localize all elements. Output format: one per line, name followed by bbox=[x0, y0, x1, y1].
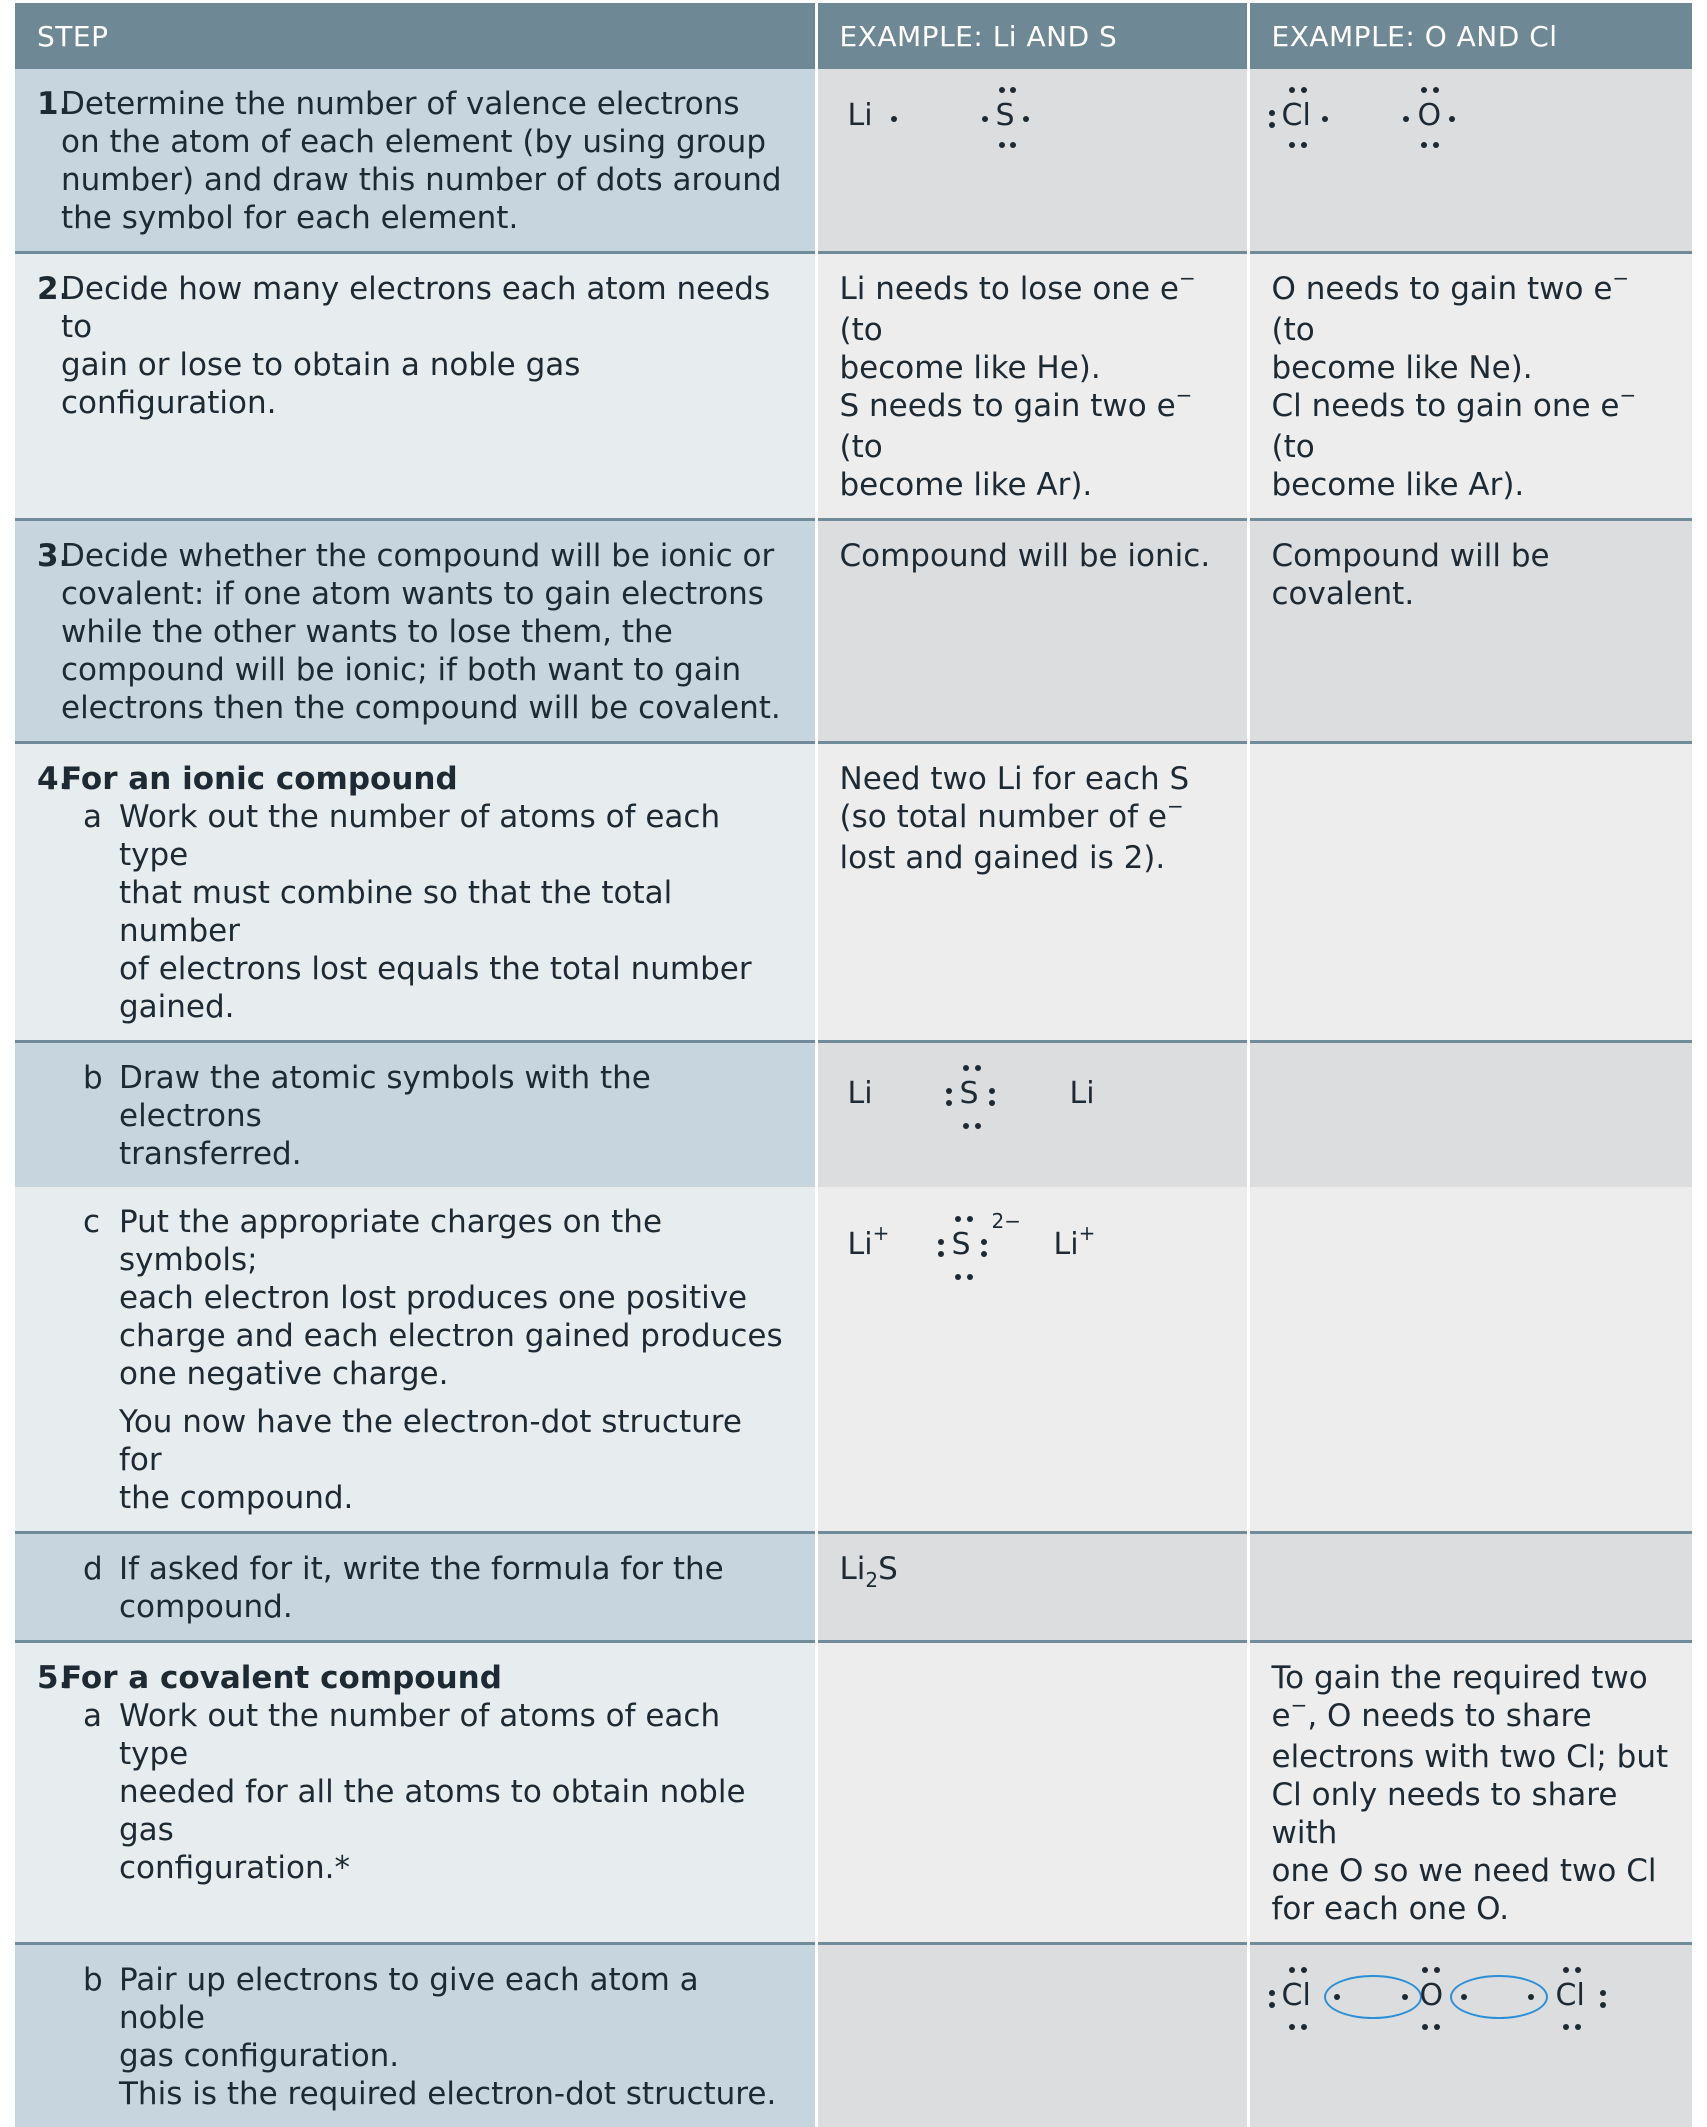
electron-dot bbox=[1421, 87, 1427, 93]
example-cell-empty bbox=[1248, 1533, 1692, 1642]
electron-dot bbox=[1434, 1967, 1440, 1973]
example-text: electrons with two Cl; but bbox=[1272, 1738, 1673, 1776]
electron-dot bbox=[1269, 1990, 1275, 1996]
example-text: (to bbox=[1272, 312, 1315, 348]
symbol-li: Li bbox=[1070, 1076, 1095, 1111]
step-text: needed for all the atoms to obtain noble gas bbox=[119, 1773, 791, 1849]
step-title: For an ionic compound bbox=[61, 760, 791, 798]
electron-dot bbox=[938, 1251, 944, 1257]
example-text: become like He). bbox=[840, 349, 1227, 387]
step-number: 1. bbox=[37, 85, 70, 123]
example-cell-empty bbox=[1248, 1042, 1692, 1188]
example-text: Need two Li for each S bbox=[840, 760, 1227, 798]
electron-dot bbox=[1575, 2024, 1581, 2030]
table-row bbox=[15, 69, 1692, 253]
step-text: compound will be ionic; if both want to gain bbox=[61, 651, 791, 689]
electron-dot bbox=[1461, 1994, 1467, 2000]
electron-dot bbox=[1433, 142, 1439, 148]
example-text: become like Ne). bbox=[1272, 349, 1673, 387]
step-text: If asked for it, write the formula for the bbox=[119, 1550, 791, 1588]
step-number: 4. bbox=[37, 760, 70, 798]
formula-text: Li bbox=[840, 1551, 866, 1587]
symbol-s: S bbox=[960, 1076, 979, 1111]
symbol-cl: Cl bbox=[1282, 98, 1311, 133]
step-title: For a covalent compound bbox=[61, 1659, 791, 1697]
electron-dot bbox=[955, 1274, 961, 1280]
step-text: while the other wants to lose them, the bbox=[61, 613, 791, 651]
table-row bbox=[15, 1533, 1692, 1642]
symbol-li: Li+ bbox=[848, 1227, 890, 1262]
symbol-s: S bbox=[952, 1227, 971, 1262]
example-cell bbox=[816, 69, 1248, 253]
header-example-li-s: EXAMPLE: Li AND S bbox=[816, 3, 1248, 69]
step-text: covalent: if one atom wants to gain electrons bbox=[61, 575, 791, 613]
step-text: Pair up electrons to give each atom a noble bbox=[119, 1961, 791, 2037]
header-row bbox=[15, 3, 1692, 69]
example-text: To gain the required two bbox=[1272, 1659, 1673, 1697]
symbol-o: O bbox=[1418, 98, 1442, 133]
example-text: become like Ar). bbox=[840, 466, 1227, 504]
electron-dot bbox=[946, 1088, 952, 1094]
electron-dot bbox=[999, 142, 1005, 148]
electron-dot bbox=[1269, 122, 1275, 128]
symbol-li: Li+ bbox=[1054, 1227, 1096, 1262]
electron-dot bbox=[1322, 116, 1328, 122]
electron-dot bbox=[1528, 1994, 1534, 2000]
electron-dot bbox=[999, 87, 1005, 93]
electron-dot bbox=[967, 1216, 973, 1222]
example-cell bbox=[816, 520, 1248, 743]
lewis-li-s bbox=[818, 69, 1247, 159]
symbol-li: Li bbox=[848, 1076, 873, 1111]
electron-dot bbox=[975, 1123, 981, 1129]
electron-dot bbox=[1449, 116, 1455, 122]
symbol-li: Li bbox=[848, 98, 873, 133]
electron-dot bbox=[946, 1100, 952, 1106]
table-row bbox=[15, 1944, 1692, 2127]
table-row bbox=[15, 520, 1692, 743]
sub-step-letter: a bbox=[83, 1697, 102, 1735]
electron-dot bbox=[975, 1065, 981, 1071]
electron-dot bbox=[955, 1216, 961, 1222]
electron-dot bbox=[1301, 142, 1307, 148]
step-text: transferred. bbox=[119, 1135, 791, 1173]
electron-dot bbox=[1575, 1967, 1581, 1973]
example-cell-empty bbox=[816, 1944, 1248, 2127]
lewis-charged-li2s bbox=[818, 1187, 1247, 1277]
step-cell bbox=[15, 1042, 816, 1188]
step-text: Work out the number of atoms of each type bbox=[119, 798, 791, 874]
example-cell bbox=[816, 253, 1248, 520]
step-text: number) and draw this number of dots around bbox=[61, 161, 791, 199]
table-row bbox=[15, 253, 1692, 520]
electron-dot bbox=[1301, 87, 1307, 93]
charge-superscript: − bbox=[1612, 266, 1629, 290]
step-text: gas configuration. bbox=[119, 2037, 791, 2075]
step-text: charge and each electron gained produces bbox=[119, 1317, 791, 1355]
step-text: This is the required electron-dot structure. bbox=[119, 2075, 791, 2113]
table-row bbox=[15, 1042, 1692, 1188]
lewis-cl-o-cl bbox=[1250, 1945, 1693, 2035]
sub-step-letter: d bbox=[83, 1550, 103, 1588]
example-cell-empty bbox=[816, 1642, 1248, 1944]
header-example-o-cl: EXAMPLE: O AND Cl bbox=[1248, 3, 1692, 69]
step-text: Decide whether the compound will be ionic or bbox=[61, 537, 791, 575]
electron-dot bbox=[938, 1239, 944, 1245]
step-cell bbox=[15, 743, 816, 1042]
step-text: electrons then the compound will be covalent. bbox=[61, 689, 791, 727]
electron-dot bbox=[1023, 116, 1029, 122]
example-cell-empty bbox=[1248, 1187, 1692, 1533]
electron-dot bbox=[1600, 2002, 1606, 2008]
example-cell bbox=[1248, 1944, 1692, 2127]
step-number: 5. bbox=[37, 1659, 70, 1697]
step-text: one negative charge. bbox=[119, 1355, 791, 1393]
formula-subscript: 2 bbox=[865, 1568, 878, 1592]
step-number: 2. bbox=[37, 270, 70, 308]
step-cell bbox=[15, 1944, 816, 2127]
electron-dot bbox=[1434, 2024, 1440, 2030]
step-text: Decide how many electrons each atom needs to bbox=[61, 270, 791, 346]
electron-dot bbox=[982, 116, 988, 122]
example-text: (to bbox=[840, 312, 883, 348]
step-text: gain or lose to obtain a noble gas configuration. bbox=[61, 346, 791, 422]
charge-superscript: − bbox=[1176, 383, 1193, 407]
symbol-cl: Cl bbox=[1556, 1978, 1585, 2013]
table-row bbox=[15, 1187, 1692, 1533]
formula-text: S bbox=[878, 1551, 898, 1587]
step-text: compound. bbox=[119, 1588, 791, 1626]
sub-step-letter: b bbox=[83, 1059, 103, 1097]
example-cell bbox=[1248, 520, 1692, 743]
example-text: e bbox=[1272, 1698, 1291, 1734]
table-row bbox=[15, 1642, 1692, 1944]
example-text: one O so we need two Cl bbox=[1272, 1852, 1673, 1890]
electron-dot bbox=[1269, 110, 1275, 116]
symbol-o: O bbox=[1420, 1978, 1444, 2013]
lewis-cl-o bbox=[1250, 69, 1693, 159]
electron-dot bbox=[1421, 142, 1427, 148]
example-text: covalent. bbox=[1272, 575, 1673, 613]
example-text: for each one O. bbox=[1272, 1890, 1673, 1928]
charge-superscript: 2− bbox=[992, 1209, 1021, 1233]
electron-dot bbox=[1422, 1967, 1428, 1973]
charge-superscript: − bbox=[1291, 1693, 1308, 1717]
step-text: configuration.* bbox=[119, 1849, 791, 1887]
step-text: Work out the number of atoms of each type bbox=[119, 1697, 791, 1773]
electron-dot bbox=[1289, 87, 1295, 93]
electron-dot bbox=[989, 1088, 995, 1094]
electron-dot bbox=[1403, 116, 1409, 122]
charge-superscript: + bbox=[873, 1221, 890, 1245]
step-text: on the atom of each element (by using group bbox=[61, 123, 791, 161]
electron-dot bbox=[1289, 1967, 1295, 1973]
example-cell bbox=[816, 1533, 1248, 1642]
electron-dot bbox=[989, 1100, 995, 1106]
step-text: Determine the number of valence electrons bbox=[61, 85, 791, 123]
example-text: S needs to gain two e bbox=[840, 388, 1176, 424]
step-text: the compound. bbox=[119, 1479, 791, 1517]
step-cell bbox=[15, 520, 816, 743]
electron-dot bbox=[1433, 87, 1439, 93]
electron-dot bbox=[1269, 2002, 1275, 2008]
example-cell bbox=[1248, 69, 1692, 253]
electron-dot bbox=[963, 1065, 969, 1071]
example-text: Compound will be ionic. bbox=[840, 537, 1227, 575]
electron-dot bbox=[1600, 1990, 1606, 1996]
electron-dot bbox=[1289, 2024, 1295, 2030]
example-cell-empty bbox=[1248, 743, 1692, 1042]
example-cell bbox=[1248, 1642, 1692, 1944]
symbol-cl: Cl bbox=[1282, 1978, 1311, 2013]
table-row bbox=[15, 743, 1692, 1042]
formula-li2s bbox=[818, 1534, 1247, 1605]
symbol-s: S bbox=[996, 98, 1015, 133]
electron-dot bbox=[1010, 142, 1016, 148]
example-text: (so total number of e bbox=[840, 799, 1167, 835]
example-text: (to bbox=[840, 429, 883, 465]
example-text: O needs to gain two e bbox=[1272, 271, 1613, 307]
header-step: STEP bbox=[15, 3, 816, 69]
electron-dot bbox=[981, 1251, 987, 1257]
sub-step-letter: a bbox=[83, 798, 102, 836]
electron-dot bbox=[1422, 2024, 1428, 2030]
example-text: Compound will be bbox=[1272, 537, 1673, 575]
lewis-li-s-li bbox=[818, 1043, 1247, 1133]
charge-superscript: − bbox=[1179, 266, 1196, 290]
step-cell bbox=[15, 253, 816, 520]
electron-dot bbox=[1301, 2024, 1307, 2030]
step-number: 3. bbox=[37, 537, 70, 575]
step-cell bbox=[15, 1533, 816, 1642]
lewis-structure-table bbox=[15, 3, 1692, 2127]
electron-dot bbox=[1563, 2024, 1569, 2030]
example-cell bbox=[816, 1187, 1248, 1533]
electron-dot bbox=[1301, 1967, 1307, 1973]
charge-superscript: − bbox=[1167, 794, 1184, 818]
example-text: Cl needs to gain one e bbox=[1272, 388, 1620, 424]
example-cell bbox=[816, 743, 1248, 1042]
electron-dot bbox=[1010, 87, 1016, 93]
charge-superscript: + bbox=[1079, 1221, 1096, 1245]
electron-dot bbox=[981, 1239, 987, 1245]
step-cell bbox=[15, 1187, 816, 1533]
example-cell bbox=[1248, 253, 1692, 520]
sub-step-letter: b bbox=[83, 1961, 103, 1999]
step-text: Draw the atomic symbols with the electrons bbox=[119, 1059, 791, 1135]
example-text: (to bbox=[1272, 429, 1315, 465]
step-text: the symbol for each element. bbox=[61, 199, 791, 237]
example-text: , O needs to share bbox=[1307, 1698, 1591, 1734]
example-text: become like Ar). bbox=[1272, 466, 1673, 504]
step-text: gained. bbox=[119, 988, 791, 1026]
step-text: You now have the electron-dot structure for bbox=[119, 1403, 791, 1479]
electron-dot bbox=[1402, 1994, 1408, 2000]
electron-dot bbox=[1334, 1994, 1340, 2000]
electron-dot bbox=[891, 116, 897, 122]
electron-dot bbox=[1563, 1967, 1569, 1973]
step-text: that must combine so that the total number bbox=[119, 874, 791, 950]
step-text: of electrons lost equals the total number bbox=[119, 950, 791, 988]
electron-dot bbox=[967, 1274, 973, 1280]
sub-step-letter: c bbox=[83, 1203, 100, 1241]
example-text: lost and gained is 2). bbox=[840, 839, 1227, 877]
step-cell bbox=[15, 69, 816, 253]
example-text: Li needs to lose one e bbox=[840, 271, 1179, 307]
charge-superscript: − bbox=[1619, 383, 1636, 407]
step-text: Put the appropriate charges on the symbols; bbox=[119, 1203, 791, 1279]
example-text: Cl only needs to share with bbox=[1272, 1776, 1673, 1852]
electron-dot bbox=[963, 1123, 969, 1129]
example-cell bbox=[816, 1042, 1248, 1188]
step-cell bbox=[15, 1642, 816, 1944]
step-text: each electron lost produces one positive bbox=[119, 1279, 791, 1317]
electron-dot bbox=[1289, 142, 1295, 148]
